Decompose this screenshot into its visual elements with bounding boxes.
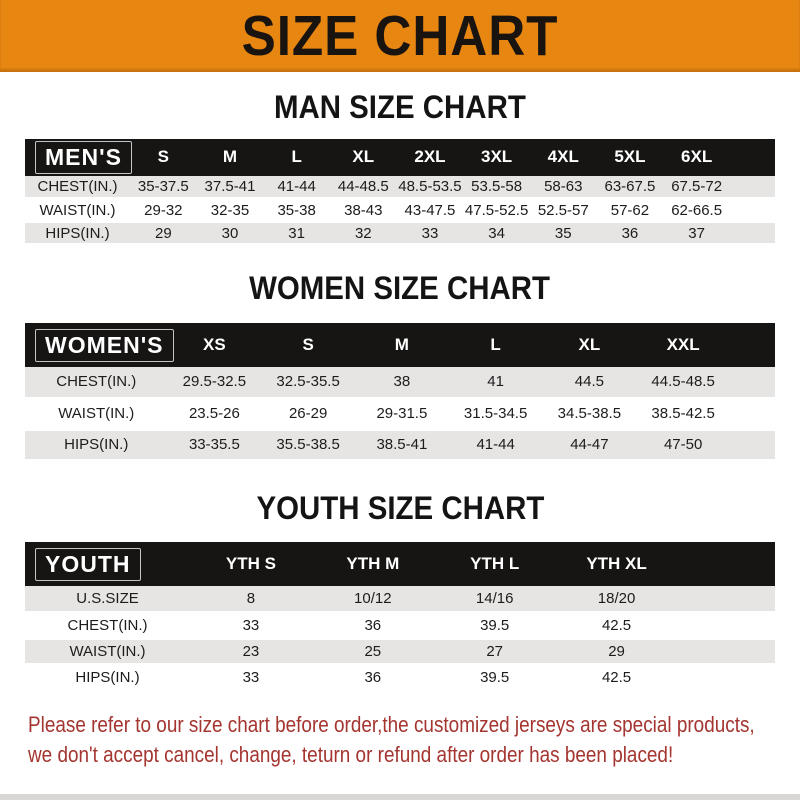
size-value-cell: 44.5-48.5 — [636, 367, 730, 398]
size-value-cell: 34.5-38.5 — [543, 398, 637, 429]
size-value-cell: 44-47 — [543, 429, 637, 460]
size-value-cell: 35-38 — [263, 199, 330, 222]
size-value-cell: 47.5-52.5 — [463, 199, 530, 222]
size-value-cell: 33-35.5 — [168, 429, 262, 460]
row-label: WAIST(IN.) — [25, 638, 190, 664]
policy-line-1: Please refer to our size chart before order,the customized jerseys are special products, — [28, 711, 755, 737]
row-spacer — [730, 367, 775, 398]
size-value-cell: 44-48.5 — [330, 176, 397, 199]
size-value-cell: 32 — [330, 222, 397, 245]
size-column-header: S — [261, 323, 355, 367]
size-chart-banner — [0, 0, 800, 72]
row-label: CHEST(IN.) — [25, 612, 190, 638]
measurement-row — [25, 429, 775, 460]
size-value-cell: 35 — [530, 222, 597, 245]
size-value-cell: 35.5-38.5 — [261, 429, 355, 460]
size-value-cell: 47-50 — [636, 429, 730, 460]
youth-section-heading: YOUTH SIZE CHART — [256, 489, 544, 526]
size-value-cell: 62-66.5 — [663, 199, 730, 222]
size-value-cell: 23 — [190, 638, 312, 664]
measurement-row — [25, 664, 775, 690]
measurement-row — [25, 367, 775, 398]
size-value-cell: 41-44 — [449, 429, 543, 460]
order-policy-notice — [28, 710, 800, 770]
size-value-cell: 42.5 — [556, 612, 678, 638]
size-column-header: M — [197, 139, 264, 176]
mens-size-table — [25, 139, 775, 247]
size-value-cell: 35-37.5 — [130, 176, 197, 199]
size-value-cell: 27 — [434, 638, 556, 664]
row-spacer — [678, 586, 776, 612]
man-section-heading: MAN SIZE CHART — [274, 89, 526, 125]
size-value-cell: 33 — [397, 222, 464, 245]
size-value-cell: 29-31.5 — [355, 398, 449, 429]
measurement-row — [25, 176, 775, 199]
size-value-cell: 29 — [556, 638, 678, 664]
size-value-cell: 32-35 — [197, 199, 264, 222]
row-label: WAIST(IN.) — [25, 199, 130, 222]
measurement-row — [25, 586, 775, 612]
size-value-cell: 38-43 — [330, 199, 397, 222]
man-size-section — [0, 89, 800, 246]
size-value-cell: 29 — [130, 222, 197, 245]
row-spacer — [730, 176, 775, 199]
size-value-cell: 14/16 — [434, 586, 556, 612]
row-spacer — [678, 612, 776, 638]
measurement-row — [25, 612, 775, 638]
size-value-cell: 41 — [449, 367, 543, 398]
header-spacer — [730, 323, 775, 367]
size-value-cell: 32.5-35.5 — [261, 367, 355, 398]
size-column-header: 3XL — [463, 139, 530, 176]
row-spacer — [678, 638, 776, 664]
size-column-header: S — [130, 139, 197, 176]
size-column-header: 5XL — [597, 139, 664, 176]
page-title: SIZE CHART — [241, 3, 559, 68]
size-header-row — [25, 542, 775, 586]
table-corner-label — [25, 323, 168, 367]
size-value-cell: 67.5-72 — [663, 176, 730, 199]
table-corner-text: WOMEN'S — [35, 329, 174, 362]
size-value-cell: 30 — [197, 222, 264, 245]
size-value-cell: 43-47.5 — [397, 199, 464, 222]
size-value-cell: 44.5 — [543, 367, 637, 398]
women-size-section — [0, 270, 800, 461]
womens-size-table — [25, 323, 775, 462]
size-value-cell: 25 — [312, 638, 434, 664]
table-corner-text: MEN'S — [35, 141, 132, 174]
size-column-header: YTH S — [190, 542, 312, 586]
size-value-cell: 38.5-41 — [355, 429, 449, 460]
size-column-header: 2XL — [397, 139, 464, 176]
size-value-cell: 33 — [190, 612, 312, 638]
row-label: HIPS(IN.) — [25, 429, 168, 460]
size-column-header: YTH M — [312, 542, 434, 586]
size-value-cell: 29-32 — [130, 199, 197, 222]
size-value-cell: 63-67.5 — [597, 176, 664, 199]
row-spacer — [678, 664, 776, 690]
size-column-header: XL — [543, 323, 637, 367]
measurement-row — [25, 398, 775, 429]
size-value-cell: 57-62 — [597, 199, 664, 222]
size-value-cell: 36 — [597, 222, 664, 245]
size-value-cell: 39.5 — [434, 664, 556, 690]
size-value-cell: 31 — [263, 222, 330, 245]
size-value-cell: 26-29 — [261, 398, 355, 429]
row-spacer — [730, 429, 775, 460]
row-label: WAIST(IN.) — [25, 398, 168, 429]
size-column-header: L — [263, 139, 330, 176]
size-value-cell: 53.5-58 — [463, 176, 530, 199]
size-column-header: YTH L — [434, 542, 556, 586]
measurement-row — [25, 638, 775, 664]
size-value-cell: 37.5-41 — [197, 176, 264, 199]
size-column-header: XXL — [636, 323, 730, 367]
size-value-cell: 36 — [312, 664, 434, 690]
size-column-header: 6XL — [663, 139, 730, 176]
row-label: HIPS(IN.) — [25, 664, 190, 690]
size-value-cell: 37 — [663, 222, 730, 245]
size-value-cell: 38.5-42.5 — [636, 398, 730, 429]
table-corner-text: YOUTH — [35, 548, 141, 581]
row-spacer — [730, 398, 775, 429]
size-value-cell: 36 — [312, 612, 434, 638]
size-header-row — [25, 323, 775, 367]
women-section-heading: WOMEN SIZE CHART — [249, 270, 551, 307]
size-column-header: XS — [168, 323, 262, 367]
table-corner-label — [25, 139, 130, 176]
size-value-cell: 8 — [190, 586, 312, 612]
row-label: HIPS(IN.) — [25, 222, 130, 245]
size-value-cell: 31.5-34.5 — [449, 398, 543, 429]
youth-size-section — [0, 490, 800, 692]
size-value-cell: 33 — [190, 664, 312, 690]
table-corner-label — [25, 542, 190, 586]
size-column-header: XL — [330, 139, 397, 176]
size-value-cell: 29.5-32.5 — [168, 367, 262, 398]
row-label: U.S.SIZE — [25, 586, 190, 612]
size-value-cell: 18/20 — [556, 586, 678, 612]
header-spacer — [730, 139, 775, 176]
size-column-header: YTH XL — [556, 542, 678, 586]
measurement-row — [25, 222, 775, 245]
policy-line-2: we don't accept cancel, change, teturn or refund after order has been placed! — [28, 741, 674, 767]
size-column-header: 4XL — [530, 139, 597, 176]
bottom-divider — [0, 794, 800, 800]
size-value-cell: 38 — [355, 367, 449, 398]
row-label: CHEST(IN.) — [25, 176, 130, 199]
row-spacer — [730, 222, 775, 245]
size-value-cell: 41-44 — [263, 176, 330, 199]
youth-size-table — [25, 542, 775, 692]
size-header-row — [25, 139, 775, 176]
header-spacer — [678, 542, 776, 586]
size-value-cell: 23.5-26 — [168, 398, 262, 429]
row-spacer — [730, 199, 775, 222]
size-value-cell: 52.5-57 — [530, 199, 597, 222]
size-value-cell: 39.5 — [434, 612, 556, 638]
size-column-header: M — [355, 323, 449, 367]
size-column-header: L — [449, 323, 543, 367]
row-label: CHEST(IN.) — [25, 367, 168, 398]
size-value-cell: 48.5-53.5 — [397, 176, 464, 199]
size-value-cell: 34 — [463, 222, 530, 245]
size-value-cell: 42.5 — [556, 664, 678, 690]
measurement-row — [25, 199, 775, 222]
size-value-cell: 58-63 — [530, 176, 597, 199]
size-value-cell: 10/12 — [312, 586, 434, 612]
